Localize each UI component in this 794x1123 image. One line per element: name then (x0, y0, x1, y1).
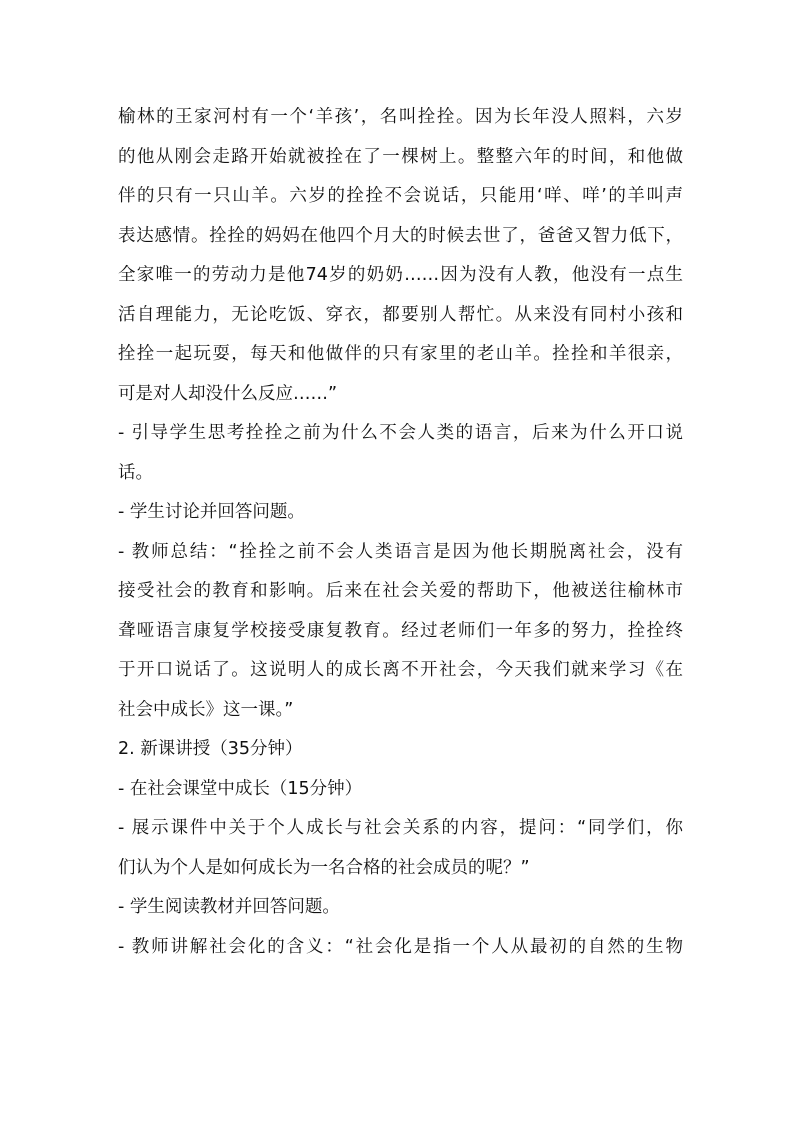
text-line: 可是对人却没什么反应……” (118, 383, 338, 404)
text-line: - 学生讨论并回答问题。 (118, 502, 305, 522)
text-line: 聋哑语言康复学校接受康复教育。经过老师们一年多的努力，拴拴终 (118, 620, 683, 641)
document-body (118, 98, 683, 967)
text-line: 的他从刚会走路开始就被拴在了一棵树上。整整六年的时间，和他做 (118, 146, 683, 167)
text-line: 活自理能力，无论吃饭、穿衣，都要别人帮忙。从来没有同村小孩和 (118, 304, 683, 325)
text-line: - 教师总结：“拴拴之前不会人类语言是因为他长期脱离社会，没有 (118, 541, 683, 562)
text-line: - 展示课件中关于个人成长与社会关系的内容，提问：“同学们，你 (118, 818, 683, 838)
text-line: - 学生阅读教材并回答问题。 (118, 897, 340, 917)
text-line: 话。 (118, 462, 153, 483)
text-line: 拴拴一起玩耍，每天和他做伴的只有家里的老山羊。拴拴和羊很亲， (118, 344, 683, 364)
text-line: 2. 新课讲授（35分钟） (118, 739, 303, 759)
text-line: 榆林的王家河村有一个‘羊孩’，名叫拴拴。因为长年没人照料，六岁 (118, 107, 683, 127)
text-line: 们认为个人是如何成长为一名合格的社会成员的呢？” (118, 857, 530, 878)
text-line: 社会中成长》这一课。” (118, 699, 294, 720)
text-line: - 引导学生思考拴拴之前为什么不会人类的语言，后来为什么开口说 (118, 423, 683, 443)
text-line: 全家唯一的劳动力是他74岁的奶奶……因为没有人教，他没有一点生 (118, 265, 683, 285)
text-line: 伴的只有一只山羊。六岁的拴拴不会说话，只能用‘咩、咩’的羊叫声 (118, 186, 683, 206)
text-line: 于开口说话了。这说明人的成长离不开社会，今天我们就来学习《在 (118, 660, 683, 680)
text-line: 接受社会的教育和影响。后来在社会关爱的帮助下，他被送往榆林市 (118, 581, 683, 601)
text-line: - 在社会课堂中成长（15分钟） (118, 778, 363, 799)
text-line: - 教师讲解社会化的含义：“社会化是指一个人从最初的自然的生物 (118, 936, 683, 957)
text-line: 表达感情。拴拴的妈妈在他四个月大的时候去世了，爸爸又智力低下， (118, 225, 683, 246)
